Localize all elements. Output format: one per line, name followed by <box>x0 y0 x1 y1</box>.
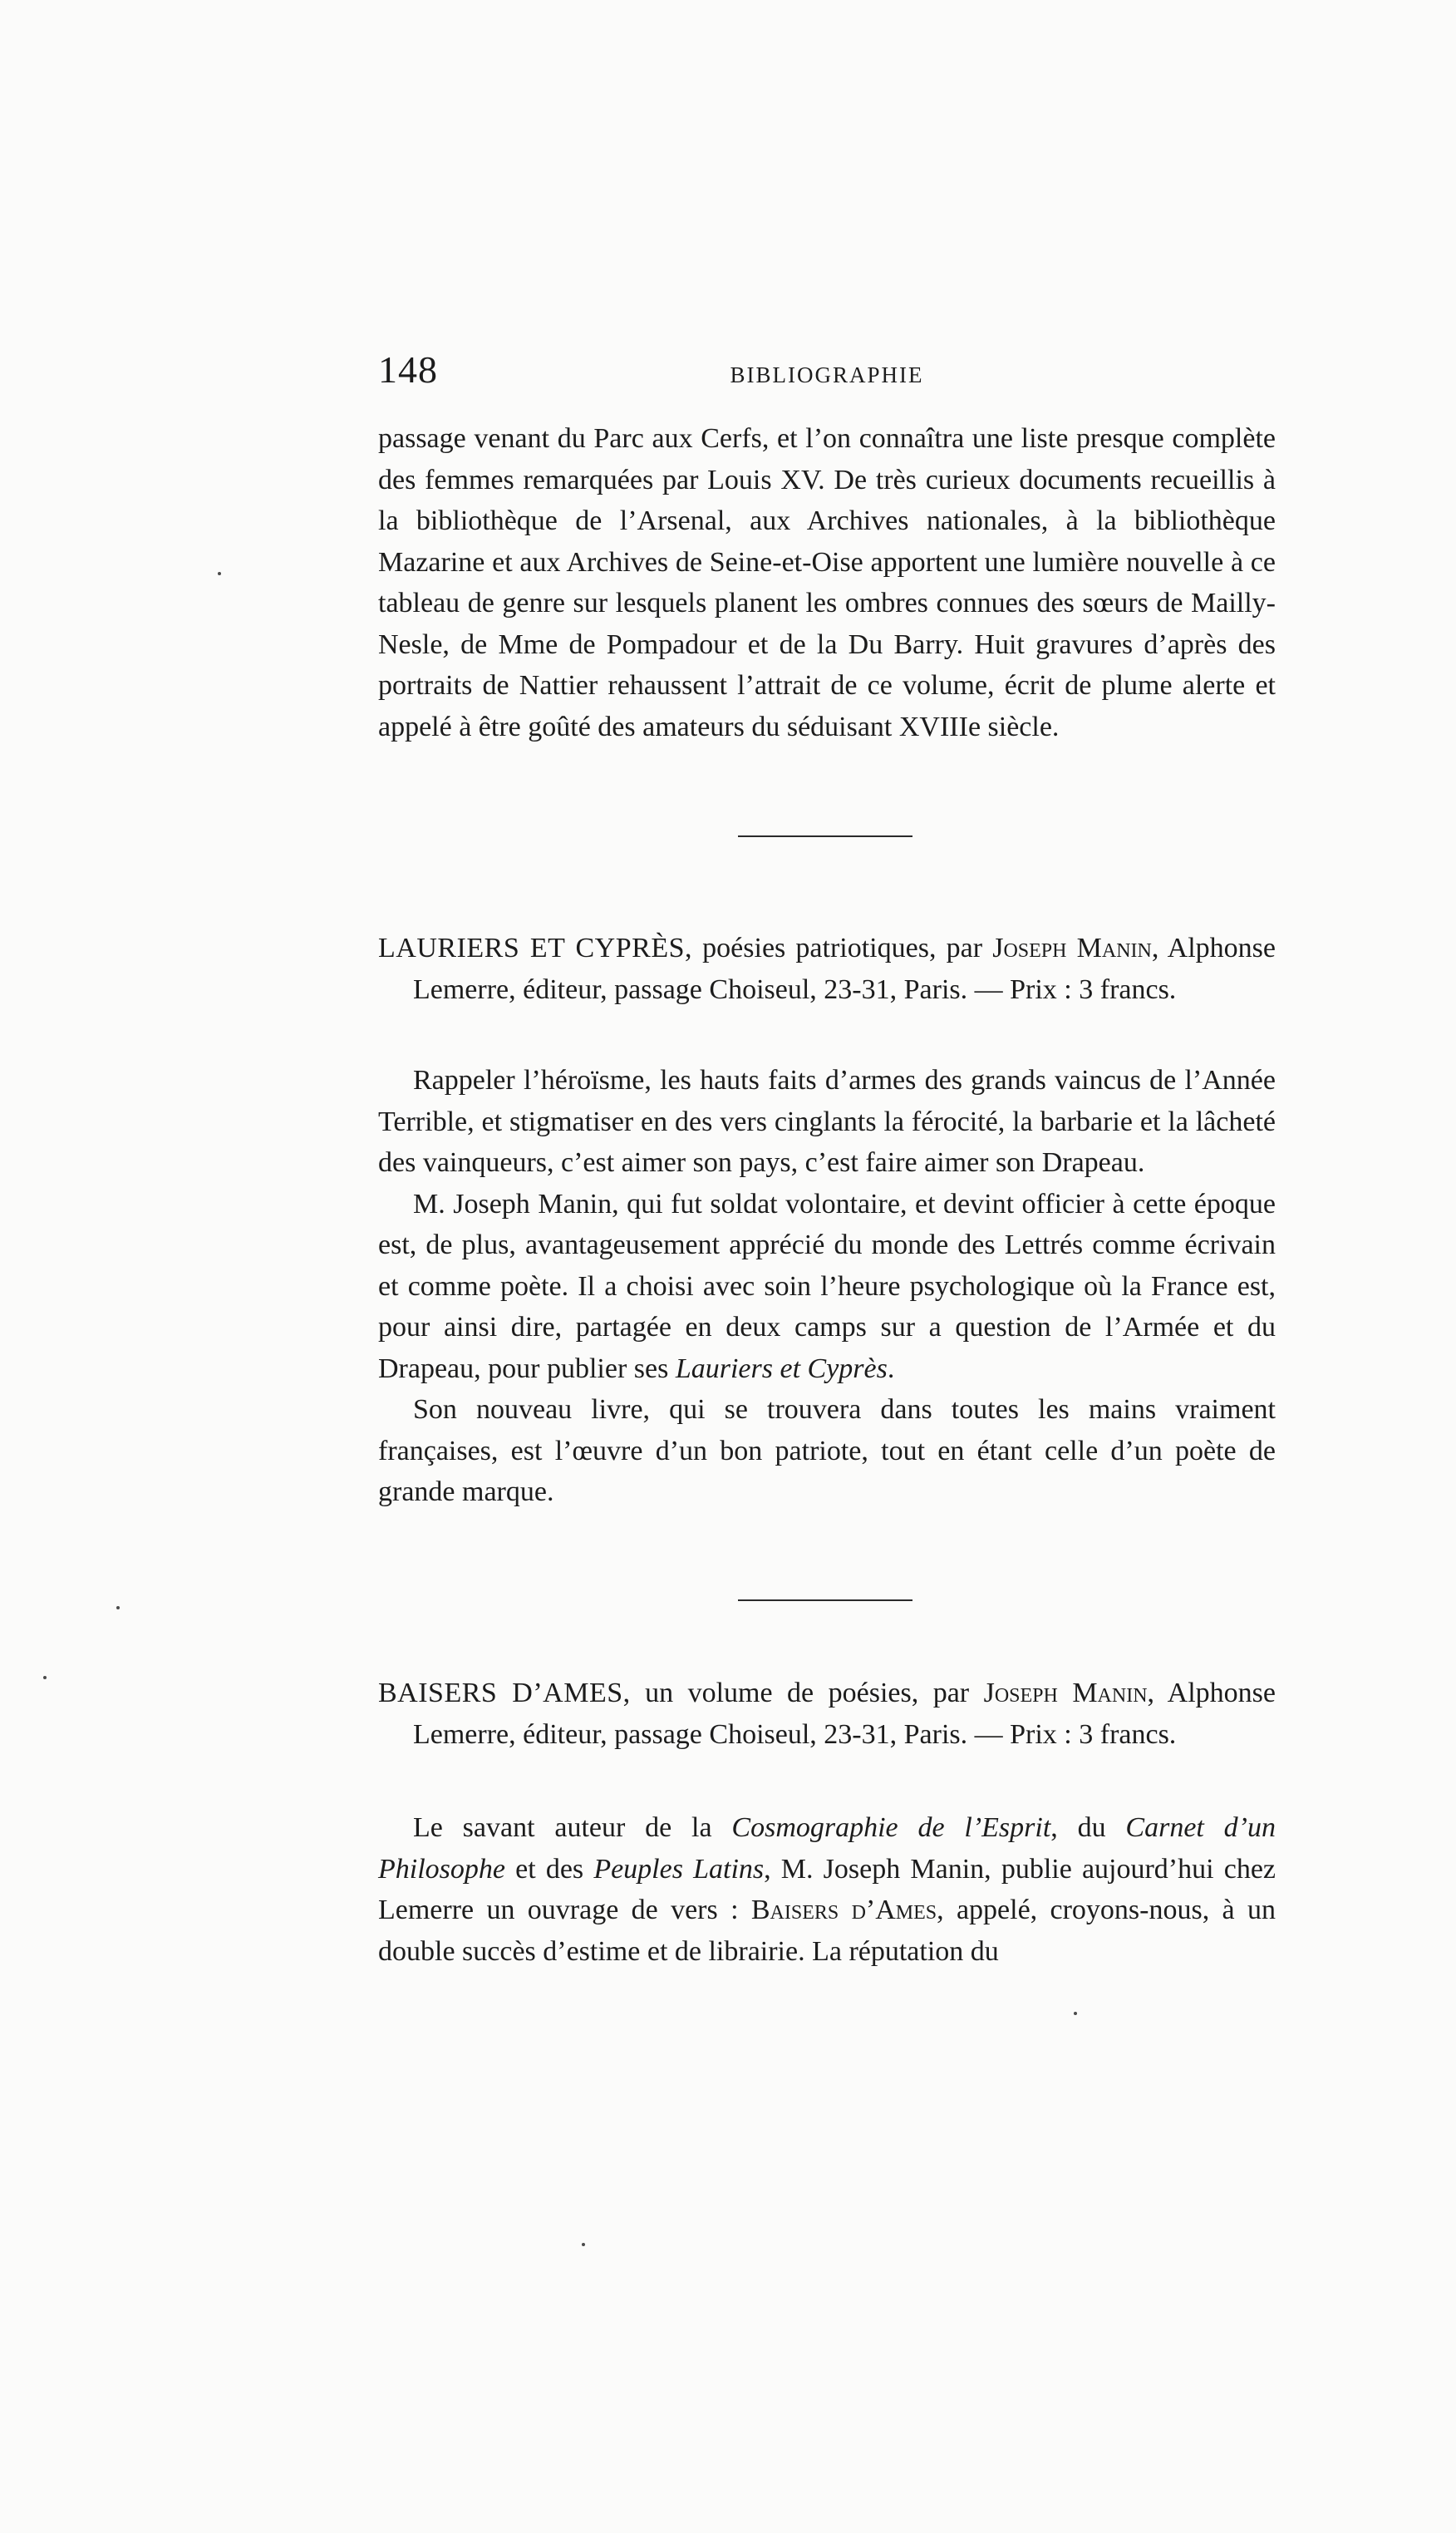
paper-speck <box>1074 2012 1077 2015</box>
body-paragraph: Son nouveau livre, qui se trouvera dans toutes les mains vraiment françaises, est l’œuvre d’un bon patriote, tout en étant celle d’un poète de grande marque. <box>378 1394 1276 1507</box>
book-title-smallcaps: Baisers d’Ames <box>750 1895 937 1925</box>
paper-speck <box>582 2243 585 2246</box>
entry-body-lauriers <box>378 1060 1276 1513</box>
entry-author: Joseph Manin, <box>992 933 1159 963</box>
entry-author: Joseph Manin, <box>983 1678 1155 1708</box>
paragraph-text: passage venant du Parc aux Cerfs, et l’on connaîtra une liste presque complète des femmes remarquées par Louis XV. De très curieux documents recueillis à la bibliothèque de l’Arsenal, aux Archives nationales, à la bibliothèque Mazarine et aux Archives de Seine-et-Oise apportent une lumière nouvelle à ce tableau de genre sur lesquels planent les ombres connues des sœurs de Mailly-Nesle, de Mme de Pompadour et de la Du Barry. Huit gravures d’après des portraits de Nattier rehaussent l’attrait de ce volume, écrit de plume alerte et appelé à être goûté des amateurs du séduisant XVIIIe siècle. <box>378 423 1276 742</box>
section-divider <box>738 835 912 837</box>
entry-subtitle: poésies patriotiques, par <box>692 933 993 963</box>
entry-heading-lauriers <box>378 928 1276 1010</box>
body-text: et des <box>504 1853 594 1885</box>
body-text: . <box>887 1353 895 1384</box>
running-title: BIBLIOGRAPHIE <box>730 362 924 387</box>
entry-subtitle: un volume de poésies, par <box>630 1678 984 1708</box>
body-text: , appelé, croyons-nous, à un double succès d’estime et de librairie. La réputation du <box>378 1895 1276 1967</box>
book-title: Carnet d’un Philosophe <box>378 1812 1276 1885</box>
paper-speck <box>116 1606 120 1609</box>
body-text: M. Joseph Manin, qui fut soldat volontaire, et devint officier à cette époque est, de plus, avantageusement apprécié du monde des Lettrés comme écrivain et comme poète. Il a choisi avec soin l’heure psychologique où la France est, pour ainsi dire, partagée en deux camps sur a question de l’Armée et du Drapeau, pour publier ses <box>378 1188 1276 1384</box>
page-number: 148 <box>378 348 438 391</box>
body-paragraph <box>378 1184 1276 1390</box>
body-paragraph: Rappeler l’héroïsme, les hauts faits d’armes des grands vaincus de l’Année Terrible, et stigmatiser en des vers cinglants la férocité, la barbarie et la lâcheté des vainqueurs, c’est aimer son pays, c’est faire aimer son Drapeau. <box>378 1065 1276 1178</box>
section-divider <box>738 1599 912 1601</box>
entry-title: BAISERS D’AMES, <box>378 1678 631 1708</box>
body-text: Le savant auteur de la <box>413 1812 732 1843</box>
body-text: , du <box>1050 1812 1126 1843</box>
book-title: Peuples Latins <box>593 1853 765 1885</box>
entry-body-baisers <box>378 1807 1276 1972</box>
entry-publisher: Alphonse Lemerre, éditeur, passage Choiseul, 23-31, Paris. — Prix : 3 francs. <box>413 1678 1276 1750</box>
entry-publisher: Alphonse Lemerre, éditeur, passage Choiseul, 23-31, Paris. — Prix : 3 francs. <box>413 933 1276 1005</box>
book-title: Cosmographie de l’Esprit <box>731 1812 1051 1843</box>
continued-paragraph <box>378 418 1276 747</box>
body-text: , M. Joseph Manin, publie aujourd’hui chez Lemerre un ouvrage de vers : <box>378 1853 1276 1925</box>
entry-title: LAURIERS ET CYPRÈS, <box>378 933 692 963</box>
paper-speck <box>43 1676 47 1679</box>
paper-speck <box>218 572 221 575</box>
book-title: Lauriers et Cyprès <box>675 1353 888 1384</box>
entry-heading-baisers <box>378 1673 1276 1755</box>
body-paragraph <box>378 1807 1276 1972</box>
page-header <box>378 347 1276 406</box>
